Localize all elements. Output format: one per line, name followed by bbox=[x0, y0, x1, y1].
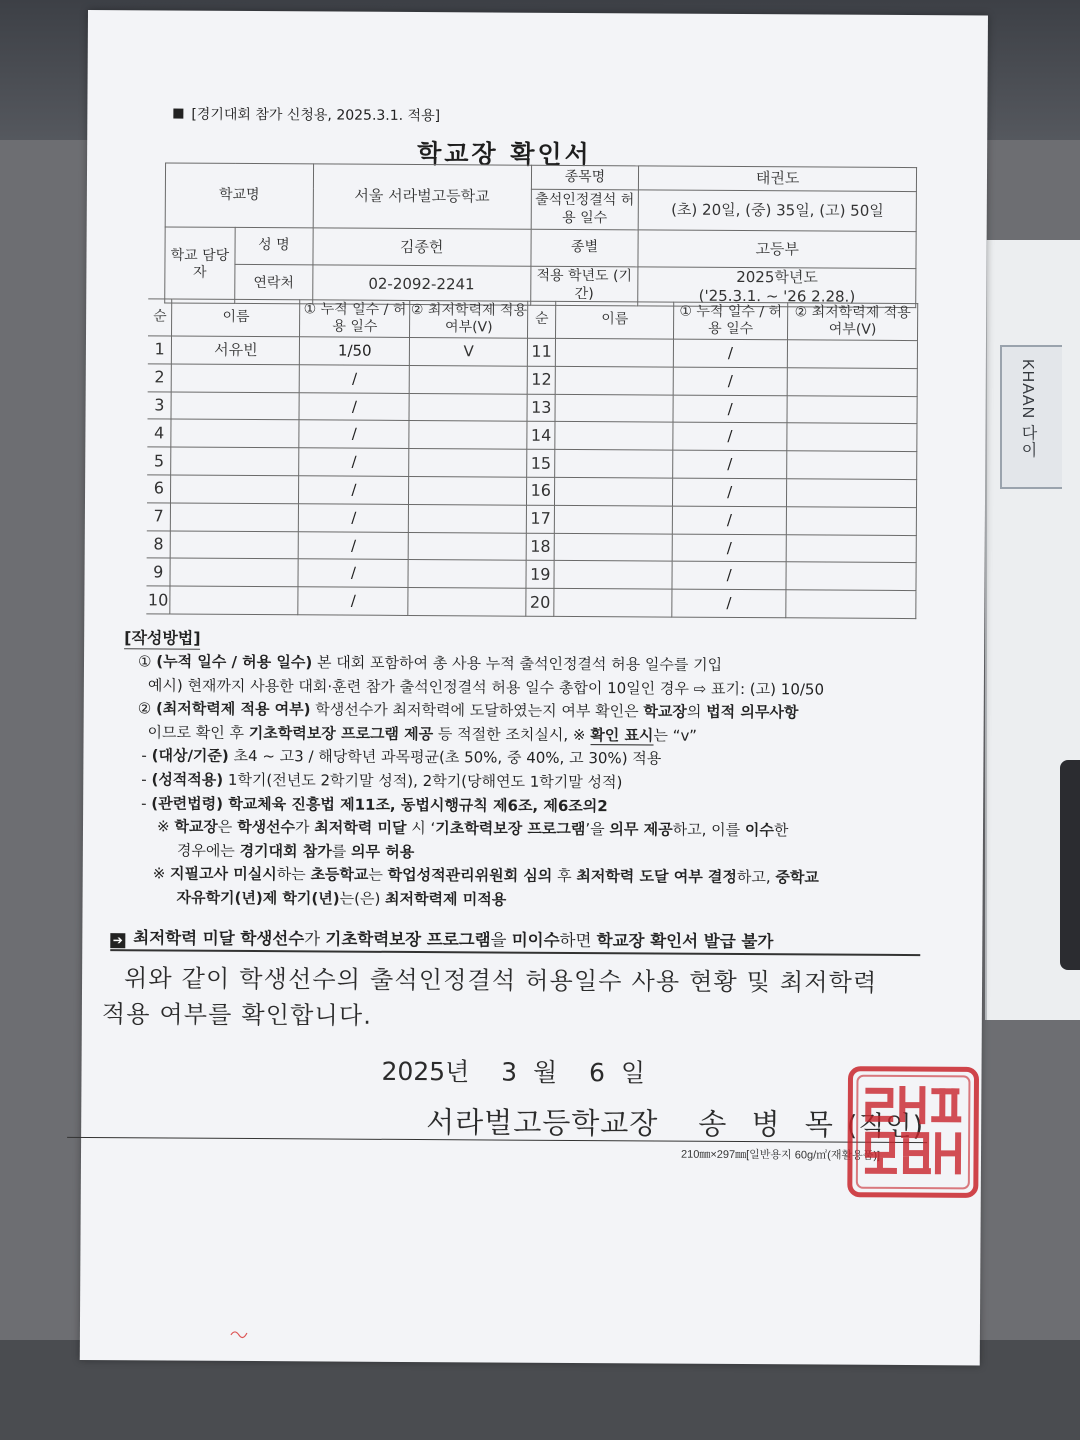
student-name-cell: 서유빈 bbox=[172, 336, 300, 365]
n2g: 최저학력 도달 여부 결정 bbox=[576, 867, 737, 887]
student-name-cell-right bbox=[554, 589, 672, 618]
student-name-cell-right bbox=[555, 394, 673, 423]
n1l: 한 bbox=[773, 821, 789, 840]
period-text: ('25.3.1. ~ '26 2.28.) bbox=[698, 286, 856, 306]
days-cell: / bbox=[299, 531, 409, 559]
student-name-cell bbox=[170, 558, 298, 587]
method-section bbox=[113, 650, 935, 915]
student-name-cell bbox=[170, 586, 298, 615]
paper-size-note: 210㎜×297㎜[일반용지 60g/㎡(재활용품)] bbox=[680, 1148, 881, 1162]
student-name-cell-right bbox=[555, 422, 673, 451]
days-cell-right: / bbox=[673, 450, 787, 478]
text-measure: 등 적절한 조치실시, ※ bbox=[433, 724, 591, 744]
n1e: 최저학력 미달 bbox=[314, 818, 407, 838]
attendance-label: 출석인정결석 허용 일수 bbox=[531, 189, 639, 230]
days-cell-right: / bbox=[673, 395, 787, 423]
ff: 하면 bbox=[559, 930, 597, 951]
info-table bbox=[164, 162, 917, 307]
applied-cell bbox=[409, 365, 527, 394]
document-title: 학교장 확인서 bbox=[417, 139, 592, 170]
n2h: 하고, bbox=[736, 868, 776, 887]
row-number: 8 bbox=[147, 530, 171, 558]
confirm-line-2: 적용 여부를 확인합니다. bbox=[101, 1000, 373, 1030]
notice-text: [경기대회 참가 신청용, 2025.3.1. 적용] bbox=[191, 106, 441, 125]
fc: 기초학력보장 프로그램 bbox=[325, 929, 491, 950]
row-number-right: 11 bbox=[528, 338, 556, 366]
applied-cell bbox=[408, 588, 526, 617]
applied-cell bbox=[408, 532, 526, 561]
bold-program: 기초학력보장 프로그램 제공 bbox=[248, 723, 434, 743]
col-no-header: 순 bbox=[148, 299, 172, 336]
applied-cell-right bbox=[787, 340, 917, 369]
student-name-cell-right bbox=[555, 477, 673, 506]
days-cell: / bbox=[298, 587, 408, 615]
official-seal-stamp bbox=[846, 1065, 981, 1200]
n2f: 후 bbox=[552, 867, 577, 886]
name-value: 김종헌 bbox=[313, 228, 531, 266]
student-name-cell-right bbox=[554, 561, 672, 590]
signer-title: 서라벌고등학교장 bbox=[426, 1105, 659, 1141]
student-name-cell bbox=[172, 364, 300, 393]
student-name-cell bbox=[171, 392, 299, 421]
notice-header bbox=[173, 104, 440, 126]
method-note-1: ※ 학교장은 학생선수가 최저학력 미달 시 ‘기초학력보장 프로그램’을 의무 제공하고, 이를 이수한 bbox=[156, 817, 789, 840]
background-card bbox=[1000, 345, 1062, 489]
method-item-2-title: (최저학력제 적용 여부) bbox=[155, 699, 311, 719]
days-cell-right: / bbox=[672, 589, 786, 617]
division-label: 종별 bbox=[530, 229, 638, 267]
table-row bbox=[146, 586, 916, 618]
days-cell: / bbox=[298, 559, 408, 587]
applied-cell bbox=[409, 393, 527, 422]
year-text: 2025학년도 bbox=[736, 267, 818, 287]
days-cell-right: / bbox=[672, 534, 786, 562]
year-label: 적용 학년도 (기간) bbox=[530, 266, 638, 305]
fb: 가 bbox=[304, 929, 326, 949]
n2l2a: 자유학기(년)제 학기(년) bbox=[176, 888, 340, 908]
applied-cell-right bbox=[786, 507, 916, 536]
student-name-cell-right bbox=[554, 533, 672, 562]
applied-cell-right bbox=[787, 423, 917, 452]
applied-cell bbox=[409, 421, 527, 450]
applied-cell-right bbox=[787, 368, 917, 397]
method-note-2-line2 bbox=[113, 886, 933, 915]
applied-cell bbox=[409, 504, 527, 533]
n2d: 는 bbox=[368, 866, 388, 885]
applied-cell bbox=[409, 449, 527, 478]
col-days-header: ① 누적 일수 / 허용 일수 bbox=[300, 300, 410, 338]
confirm-line-1: 위와 같이 학생선수의 출석인정결석 허용일수 사용 현황 및 최저학력 bbox=[124, 964, 878, 997]
background-pen bbox=[1060, 760, 1080, 970]
n2c: 초등학교 bbox=[310, 865, 369, 885]
days-cell-right: / bbox=[673, 478, 787, 506]
signer-name: 송 병 목 bbox=[698, 1106, 841, 1142]
fe: 미이수 bbox=[511, 930, 560, 950]
row-number-right: 17 bbox=[527, 505, 555, 533]
applied-cell bbox=[409, 476, 527, 505]
n2l2b: 는(은) bbox=[339, 889, 386, 908]
n1l2a: 경우에는 bbox=[176, 841, 240, 860]
row-number: 6 bbox=[147, 475, 171, 503]
document-page bbox=[80, 10, 988, 1365]
n1c: 학생선수 bbox=[237, 818, 296, 837]
event-value: 태권도 bbox=[639, 166, 917, 192]
division-value: 고등부 bbox=[638, 230, 916, 269]
days-cell: / bbox=[299, 392, 409, 420]
n1g: 기초학력보장 프로그램 bbox=[435, 819, 586, 839]
days-cell-right: / bbox=[672, 561, 786, 589]
bold-legal-duty: 법적 의무사항 bbox=[706, 702, 799, 722]
fg: 학교장 확인서 발급 불가 bbox=[596, 931, 774, 952]
row-number: 5 bbox=[147, 447, 171, 475]
student-name-cell-right bbox=[556, 338, 674, 367]
circled-1-marker: ① bbox=[137, 652, 152, 671]
bold-check-mark: 확인 표시 bbox=[590, 725, 654, 745]
student-name-cell bbox=[171, 419, 299, 448]
applied-cell: V bbox=[410, 337, 528, 366]
applied-cell bbox=[408, 560, 526, 589]
applied-cell-right bbox=[786, 590, 916, 619]
days-cell: / bbox=[299, 504, 409, 532]
col-days-header-right: ① 누적 일수 / 허용 일수 bbox=[674, 302, 788, 340]
method-item-1-example: 예시) 현재까지 사용한 대회·훈련 참가 출석인정결석 허용 일수 총합이 10일인 경우 ⇨ 표기: (고) 10/50 bbox=[147, 675, 825, 699]
n1a: 학교장 bbox=[174, 817, 218, 836]
days-cell-right: / bbox=[672, 506, 786, 534]
grade-title: (성적적용) bbox=[151, 770, 224, 789]
applied-cell-right bbox=[787, 451, 917, 480]
method-grade: - (성적적용) 1학기(전년도 2학기말 성적), 2학기(당해연도 1학기말 성적) bbox=[141, 770, 623, 792]
stray-mark bbox=[230, 1329, 248, 1339]
method-target: - (대상/기준) 초4 ~ 고3 / 해당학년 과목평균(초 50%, 중 40%, 고 30%) 적용 bbox=[141, 746, 662, 768]
student-name-cell bbox=[171, 447, 299, 476]
contact-label: 연락처 bbox=[235, 264, 313, 303]
method-item-2-text: 학생선수가 최저학력에 도달하였는지 여부 확인은 bbox=[310, 700, 644, 721]
days-cell-right: / bbox=[673, 339, 787, 367]
method-item-1-title: (누적 일수 / 허용 일수) bbox=[156, 652, 313, 672]
student-name-cell-right bbox=[555, 450, 673, 479]
arrow-box-icon: ➔ bbox=[110, 933, 125, 948]
background-card-label: KHAAN 다이 bbox=[1019, 359, 1036, 459]
row-number: 1 bbox=[148, 336, 172, 364]
text-so: 이므로 확인 후 bbox=[147, 723, 249, 742]
row-number-right: 20 bbox=[526, 588, 554, 616]
col-applied-header: ② 최저학력제 적용 여부(V) bbox=[410, 300, 528, 338]
applied-cell-right bbox=[786, 534, 916, 563]
fd: 을 bbox=[490, 930, 512, 950]
manager-label: 학교 담당자 bbox=[165, 227, 235, 303]
n2e: 학업성적관리위원회 심의 bbox=[387, 866, 553, 886]
student-name-cell bbox=[171, 531, 299, 560]
n2l2c: 최저학력제 미적용 bbox=[385, 889, 507, 909]
method-item-1-text: 본 대회 포함하여 총 사용 누적 출석인정결석 허용 일수를 기입 bbox=[312, 653, 723, 674]
text-of: 의 bbox=[686, 702, 707, 721]
days-cell: / bbox=[300, 365, 410, 393]
target-text: 초4 ~ 고3 / 해당학년 과목평균(초 50%, 중 40%, 고 30%) 적용 bbox=[228, 747, 662, 768]
school-name-label: 학교명 bbox=[165, 163, 313, 228]
law-text: (관련법령) 학교체육 진흥법 제11조, 동법시행규칙 제6조, 제6조의2 bbox=[151, 793, 608, 815]
n1j: 하고, 이를 bbox=[672, 820, 745, 840]
row-number-right: 16 bbox=[527, 477, 555, 505]
row-number-right: 14 bbox=[527, 422, 555, 450]
n1b: 은 bbox=[217, 817, 238, 837]
n2i: 중학교 bbox=[775, 868, 820, 887]
bold-principal: 학교장 bbox=[643, 702, 687, 721]
n1l2b: 경기대회 참가 bbox=[239, 841, 332, 861]
event-label: 종목명 bbox=[531, 165, 639, 190]
applied-cell-right bbox=[786, 562, 916, 591]
square-bullet-icon bbox=[173, 109, 183, 119]
days-cell-right: / bbox=[673, 367, 787, 395]
n1l2d: 의무 허용 bbox=[350, 842, 415, 861]
row-number: 2 bbox=[148, 364, 172, 392]
row-number: 4 bbox=[147, 419, 171, 447]
row-number-right: 18 bbox=[526, 533, 554, 561]
circled-2-marker: ② bbox=[137, 699, 152, 718]
text-v: 는 “v” bbox=[653, 726, 697, 745]
applied-cell-right bbox=[787, 479, 917, 508]
days-cell: / bbox=[299, 420, 409, 448]
n1k: 이수 bbox=[744, 821, 774, 840]
method-law: - (관련법령) 학교체육 진흥법 제11조, 동법시행규칙 제6조, 제6조의2 bbox=[141, 793, 608, 815]
method-note-2: ※ 지필고사 미실시하는 초등학교는 학업성적관리위원회 심의 후 최저학력 도달 여부 결정하고, 중학교 bbox=[152, 864, 820, 887]
row-number-right: 15 bbox=[527, 449, 555, 477]
student-table bbox=[146, 298, 918, 619]
confirmation-statement bbox=[102, 960, 942, 1037]
applied-cell-right bbox=[787, 395, 917, 424]
issue-date: 2025년 3 월 6 일 bbox=[381, 1056, 646, 1088]
row-number: 9 bbox=[146, 558, 170, 586]
col-no-header-right: 순 bbox=[528, 301, 556, 338]
n1l2c: 를 bbox=[331, 842, 352, 861]
warning-line bbox=[110, 924, 920, 956]
row-number: 10 bbox=[146, 586, 170, 614]
col-applied-header-right: ② 최저학력제 적용 여부(V) bbox=[788, 303, 918, 341]
row-number-right: 12 bbox=[527, 366, 555, 394]
method-heading: [작성방법] bbox=[124, 625, 201, 649]
school-name-value: 서울 서라벌고등학교 bbox=[313, 164, 531, 229]
name-label: 성 명 bbox=[235, 227, 313, 264]
col-name-header-right: 이름 bbox=[556, 301, 674, 339]
student-name-cell-right bbox=[555, 505, 673, 534]
grade-text: 1학기(전년도 2학기말 성적), 2학기(당해연도 1학기말 성적) bbox=[223, 770, 623, 792]
row-number-right: 19 bbox=[526, 561, 554, 589]
attendance-value: (초) 20일, (중) 35일, (고) 50일 bbox=[639, 190, 917, 232]
n1i: 의무 제공 bbox=[609, 820, 673, 839]
n2a: 지필고사 미실시 bbox=[170, 864, 277, 884]
days-cell: / bbox=[299, 448, 409, 476]
seal-label: (직인) bbox=[846, 1110, 925, 1143]
student-name-cell bbox=[171, 475, 299, 504]
n1h: ’을 bbox=[585, 820, 610, 839]
target-title: (대상/기준) bbox=[151, 746, 229, 766]
n2b: 하는 bbox=[276, 865, 311, 884]
days-cell-right: / bbox=[673, 422, 787, 450]
col-name-header: 이름 bbox=[172, 299, 300, 337]
row-number-right: 13 bbox=[527, 394, 555, 422]
days-cell: 1/50 bbox=[300, 337, 410, 365]
days-cell: / bbox=[299, 476, 409, 504]
n1d: 가 bbox=[295, 818, 315, 837]
n1f: 시 ‘ bbox=[406, 819, 436, 838]
student-name-cell-right bbox=[555, 366, 673, 395]
contact-value: 02-2092-2241 bbox=[313, 265, 531, 305]
row-number: 7 bbox=[147, 503, 171, 531]
fa: 최저학력 미달 학생선수 bbox=[133, 928, 305, 949]
row-number: 3 bbox=[148, 391, 172, 419]
student-name-cell bbox=[171, 503, 299, 532]
